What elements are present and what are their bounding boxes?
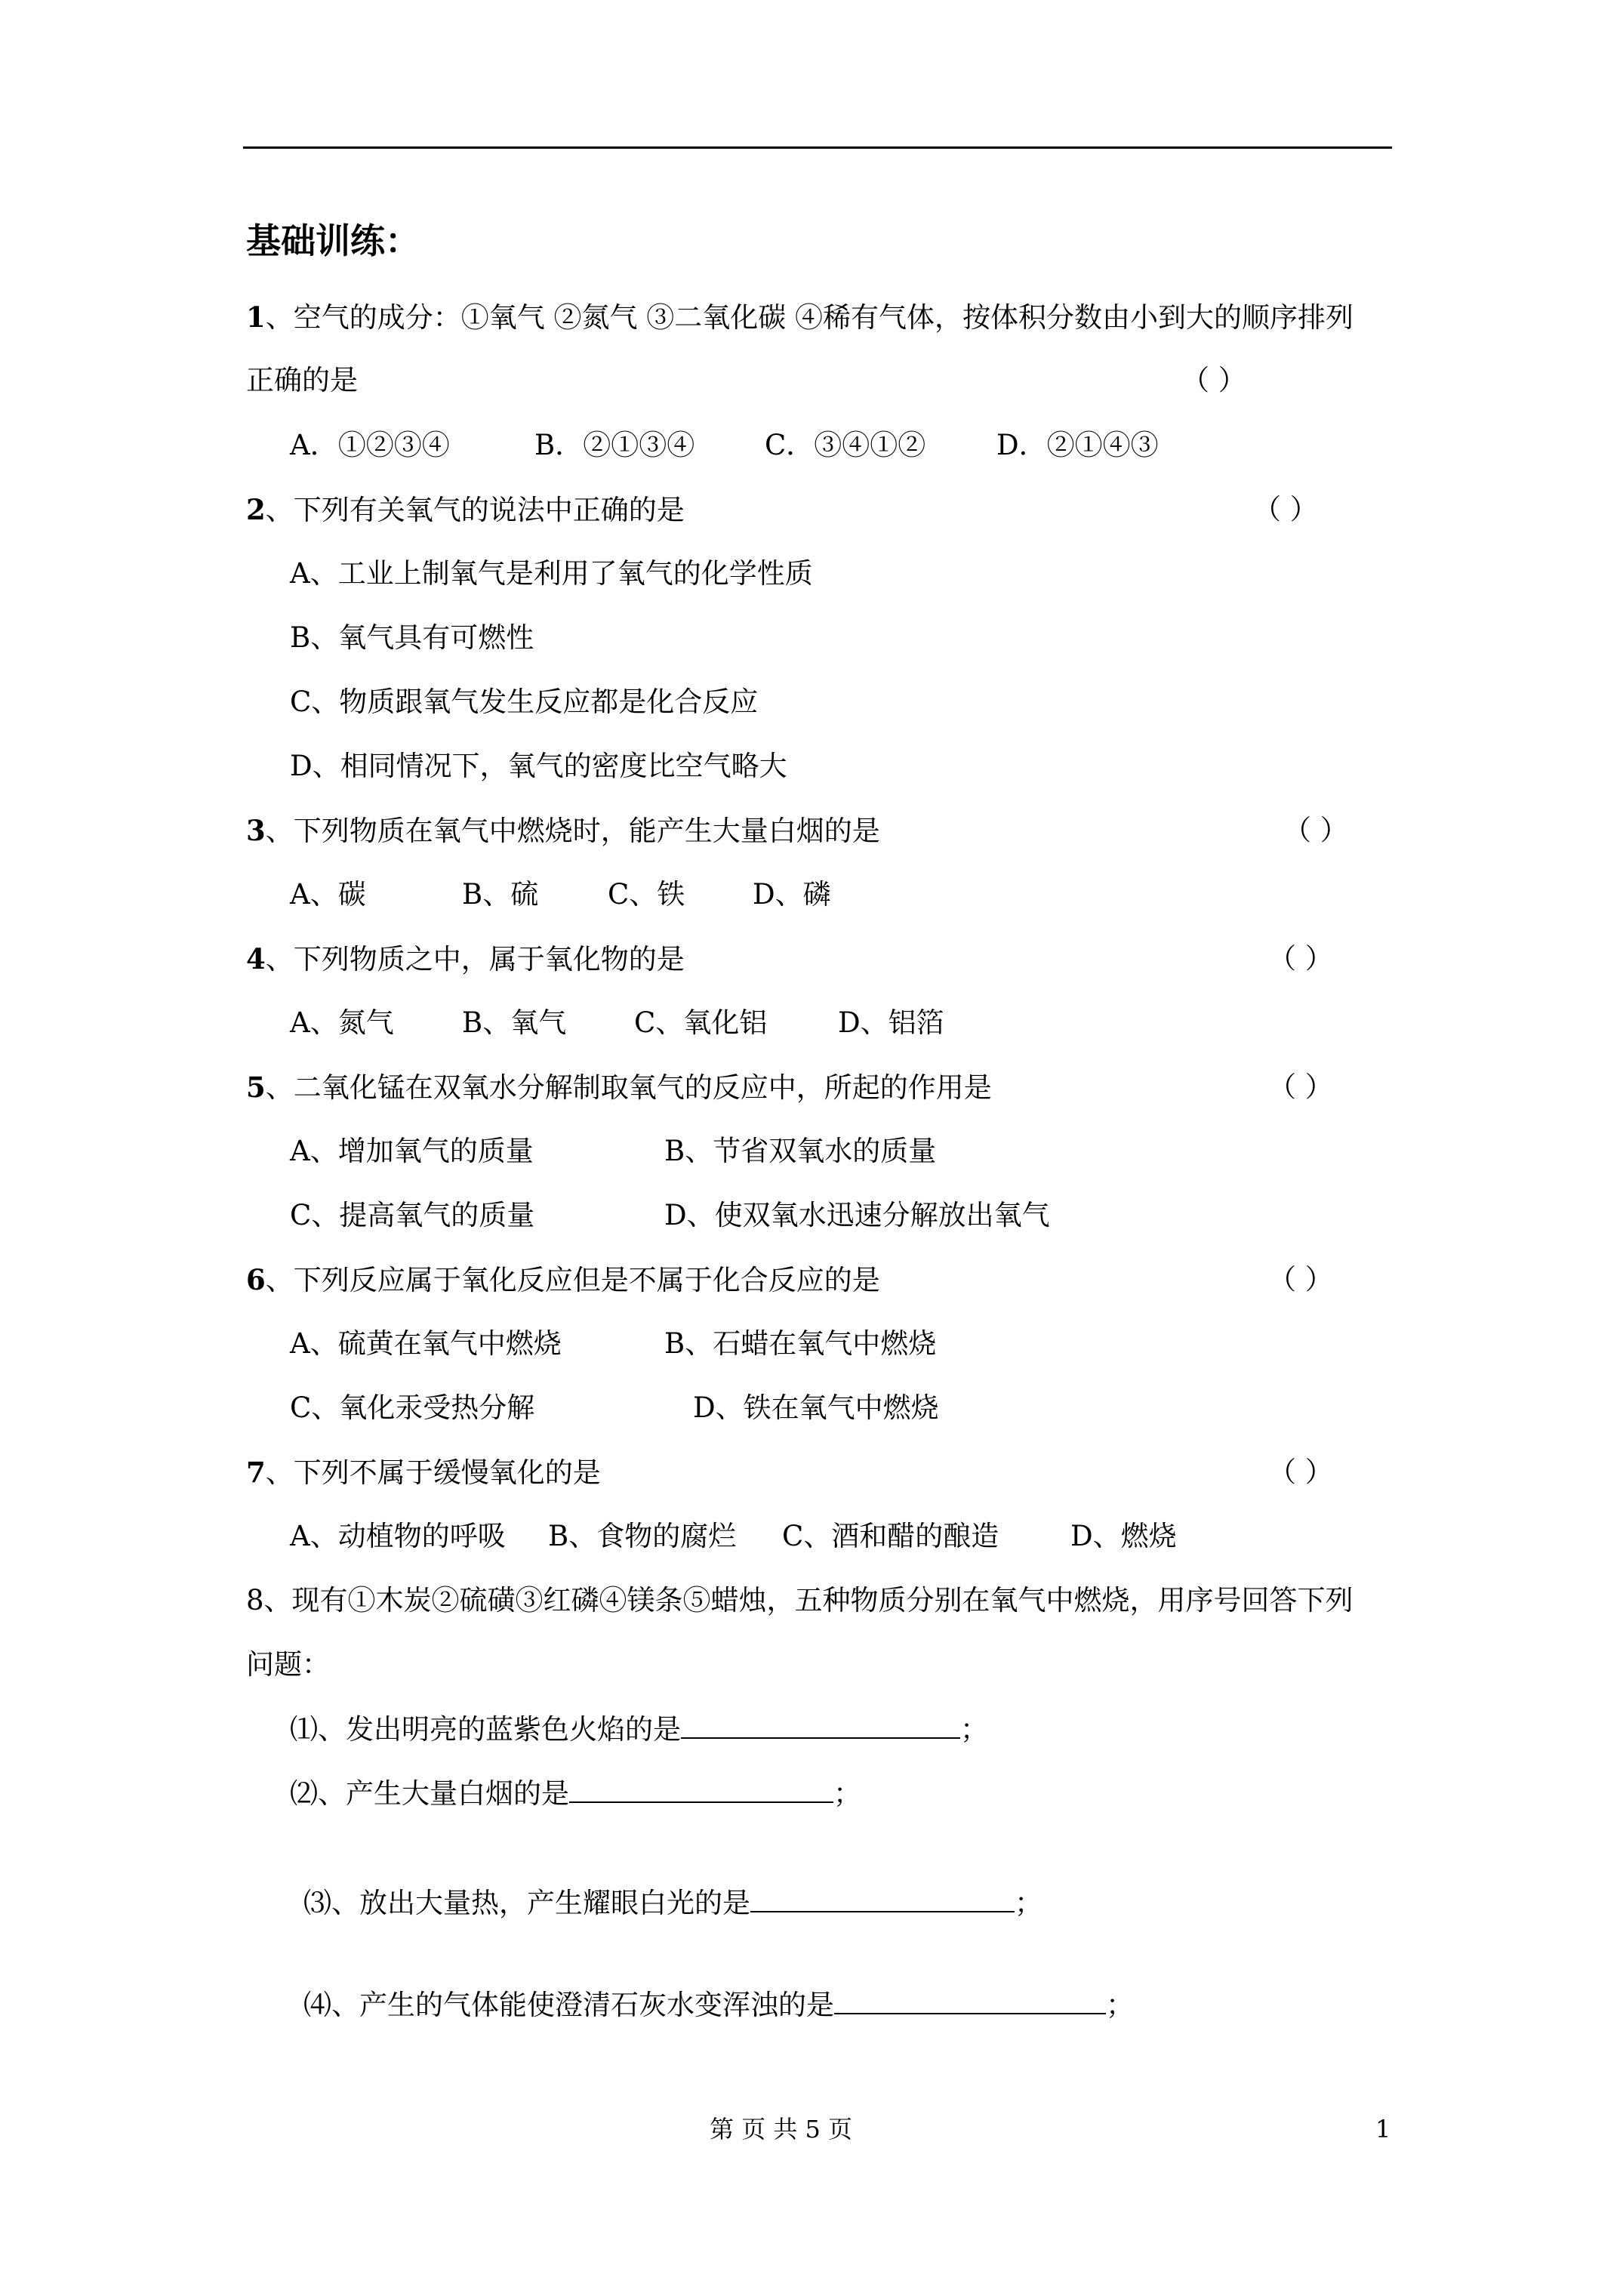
option-d: D、磷 — [753, 878, 831, 911]
option-d: D、铝箔 — [838, 1006, 944, 1039]
sub-question-end: ； — [960, 1713, 988, 1746]
option-a: A、工业上制氧气是利用了氧气的化学性质 — [290, 557, 813, 590]
sub-question-text: ⑴、发出明亮的蓝紫色火焰的是 — [290, 1713, 681, 1746]
answer-paren: （ ） — [1268, 942, 1333, 975]
answer-paren: （ ） — [1181, 364, 1246, 396]
option-b: B、氧气 — [462, 1006, 567, 1039]
option-c: C、氧化铝 — [634, 1006, 768, 1039]
question-number: 7 — [246, 1456, 266, 1489]
question-text: 、下列物质之中，属于氧化物的是 — [265, 943, 685, 975]
option-b: B、食物的腐烂 — [548, 1520, 737, 1552]
option-d: D、相同情况下，氧气的密度比空气略大 — [290, 750, 787, 782]
sub-question-end: ； — [1106, 1989, 1134, 2021]
question-number: 6 — [246, 1263, 266, 1296]
option-b: B、硫 — [462, 878, 539, 911]
sub-question-end: ； — [1015, 1887, 1042, 1919]
question-5 — [246, 1068, 992, 1107]
answer-paren: （ ） — [1268, 1263, 1333, 1296]
question-text: 、下列物质在氧气中燃烧时，能产生大量白烟的是 — [265, 815, 880, 847]
header-rule — [243, 146, 1392, 149]
question-number: 3 — [246, 814, 266, 847]
option-a: A、动植物的呼吸 — [290, 1520, 506, 1552]
question-1 — [246, 298, 1354, 337]
page-number: 1 — [1375, 2115, 1391, 2143]
option-b: B、氧气具有可燃性 — [290, 621, 534, 654]
question-number: 2 — [246, 493, 266, 526]
option-c: C、酒和醋的酿造 — [782, 1520, 999, 1552]
sub-question-3 — [303, 1884, 1042, 1922]
option-b: B、节省双氧水的质量 — [664, 1135, 937, 1167]
option-c: C、提高氧气的质量 — [290, 1199, 535, 1231]
answer-paren: （ ） — [1268, 1456, 1333, 1488]
option-d: D、使双氧水迅速分解放出氧气 — [664, 1199, 1050, 1231]
question-text: 、下列有关氧气的说法中正确的是 — [265, 494, 685, 526]
question-number: 5 — [246, 1071, 266, 1104]
answer-paren: （ ） — [1268, 1071, 1333, 1103]
sub-question-2 — [290, 1774, 861, 1813]
answer-blank[interactable] — [569, 1774, 833, 1803]
option-c: C、氧化汞受热分解 — [290, 1391, 535, 1424]
option-d: D．②①④③ — [996, 429, 1159, 461]
sub-question-end: ； — [833, 1777, 861, 1810]
question-text: 、空气的成分：①氧气 ②氮气 ③二氧化碳 ④稀有气体，按体积分数由小到大的顺序排列 — [265, 301, 1354, 334]
sub-question-text: ⑵、产生大量白烟的是 — [290, 1777, 569, 1810]
question-2 — [246, 491, 685, 529]
sub-question-text: ⑷、产生的气体能使澄清石灰水变浑浊的是 — [303, 1989, 834, 2021]
page-footer: 第 页 共 5 页 — [710, 2115, 853, 2143]
answer-blank[interactable] — [681, 1710, 960, 1739]
option-b: B．②①③④ — [534, 429, 695, 461]
sub-question-text: ⑶、放出大量热，产生耀眼白光的是 — [303, 1887, 750, 1919]
option-a: A、增加氧气的质量 — [290, 1135, 534, 1167]
option-b: B、石蜡在氧气中燃烧 — [664, 1327, 937, 1360]
answer-blank[interactable] — [834, 1986, 1106, 2014]
option-c: C、物质跟氧气发生反应都是化合反应 — [290, 686, 759, 718]
question-4 — [246, 940, 685, 978]
answer-blank[interactable] — [750, 1884, 1015, 1912]
question-6 — [246, 1261, 880, 1299]
question-8-line2: 问题： — [246, 1648, 330, 1681]
question-1-line2: 正确的是 — [246, 364, 358, 396]
question-7 — [246, 1453, 601, 1492]
sub-question-1 — [290, 1710, 988, 1749]
question-3 — [246, 812, 880, 850]
question-number: 1 — [246, 300, 266, 334]
question-number: 8 — [246, 1584, 264, 1616]
question-text: 、二氧化锰在双氧水分解制取氧气的反应中，所起的作用是 — [265, 1071, 992, 1104]
question-text: 、下列反应属于氧化反应但是不属于化合反应的是 — [265, 1264, 880, 1296]
sub-question-4 — [303, 1986, 1134, 2024]
option-a: A、氮气 — [290, 1006, 394, 1039]
question-text: 、下列不属于缓慢氧化的是 — [265, 1456, 601, 1489]
section-heading: 基础训练： — [246, 220, 420, 261]
question-number: 4 — [246, 942, 266, 975]
option-c: C、铁 — [608, 878, 685, 911]
question-text: 、现有①木炭②硫磺③红磷④镁条⑤蜡烛，五种物质分别在氧气中燃烧，用序号回答下列 — [263, 1584, 1354, 1616]
option-d: D、铁在氧气中燃烧 — [693, 1391, 939, 1424]
option-d: D、燃烧 — [1070, 1520, 1177, 1552]
option-c: C．③④①② — [765, 429, 926, 461]
option-a: A、硫黄在氧气中燃烧 — [290, 1327, 562, 1360]
option-a: A、碳 — [290, 878, 366, 911]
option-a: A．①②③④ — [290, 429, 450, 461]
answer-paren: （ ） — [1283, 814, 1348, 846]
question-8 — [246, 1582, 1354, 1620]
answer-paren: （ ） — [1253, 493, 1318, 525]
